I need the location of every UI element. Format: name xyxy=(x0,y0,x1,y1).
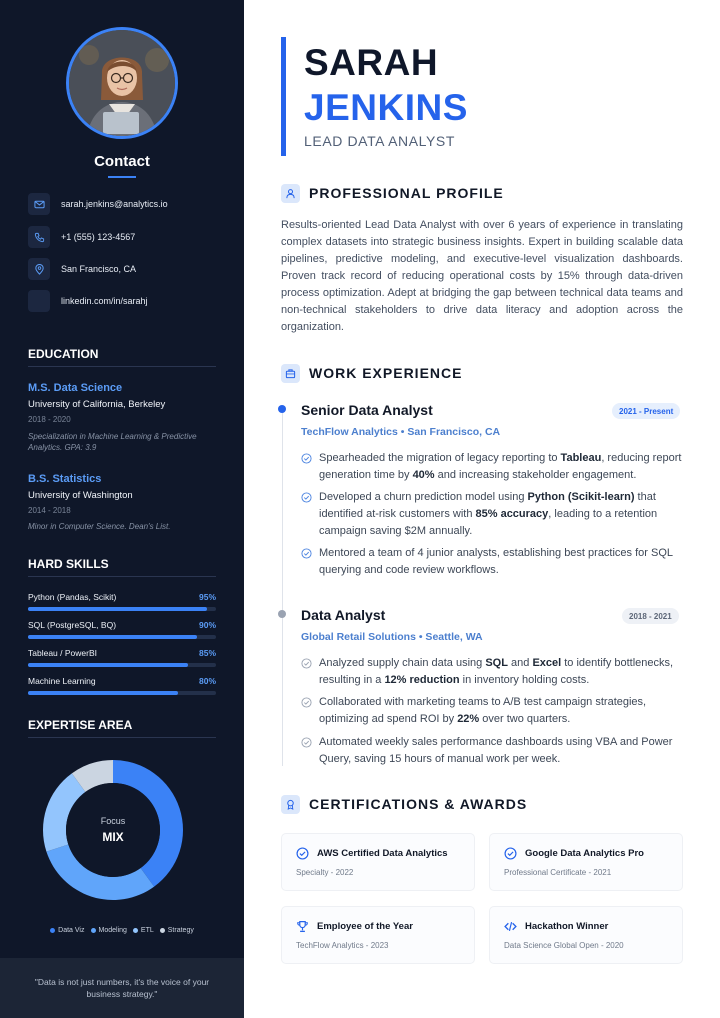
skill-bar-fill xyxy=(28,635,197,639)
certifications-heading: CERTIFICATIONS & AWARDS xyxy=(309,796,528,812)
bullet-text xyxy=(319,450,686,484)
bullet-fragment: Mentored a team of 4 junior analysts, establishing best practices for SQL querying and code review workflows. xyxy=(319,547,673,576)
education-note: Specialization in Machine Learning & Predictive Analytics. GPA: 3.9 xyxy=(28,432,197,452)
legend-item xyxy=(133,927,154,934)
skill-percent: 95% xyxy=(198,592,216,602)
profile-photo xyxy=(69,30,175,136)
expertise-heading: EXPERTISE AREA xyxy=(28,718,133,732)
bullet-emphasis: Tableau xyxy=(560,452,602,464)
contact-location-text: San Francisco, CA xyxy=(61,264,137,274)
legend-label: Strategy xyxy=(167,927,194,934)
job-bullet xyxy=(301,655,686,689)
job-company: Global Retail Solutions • Seattle, WA xyxy=(301,631,483,643)
cert-subtitle: Data Science Global Open - 2020 xyxy=(504,941,624,950)
education-years: 2018 - 2020 xyxy=(28,415,71,424)
skill-item xyxy=(28,648,216,667)
job-bullet xyxy=(301,694,686,728)
legend-dot xyxy=(50,928,55,933)
legend-item xyxy=(91,927,127,934)
check-circle-icon xyxy=(301,453,312,464)
phone-icon xyxy=(28,226,50,248)
skill-bar xyxy=(28,607,216,611)
skill-percent: 80% xyxy=(198,676,216,686)
bullet-text xyxy=(319,734,686,768)
legend-item xyxy=(50,927,84,934)
award-icon xyxy=(281,795,300,814)
bullet-text xyxy=(319,545,686,579)
check-circle-icon xyxy=(296,847,309,860)
skill-percent: 90% xyxy=(198,620,216,630)
cert-title: AWS Certified Data Analytics xyxy=(317,848,448,859)
skill-bar xyxy=(28,691,216,695)
donut-center-label: Focus xyxy=(100,816,126,826)
bullet-fragment: Collaborated with marketing teams to A/B test campaign strategies, optimizing ad spend ROI by xyxy=(319,696,647,725)
contact-linkedin-text: linkedin.com/in/sarahj xyxy=(61,296,148,306)
divider xyxy=(28,576,216,577)
contact-linkedin[interactable] xyxy=(28,290,148,312)
bullet-emphasis: 22% xyxy=(457,713,480,725)
skill-item xyxy=(28,676,216,695)
legend-dot xyxy=(133,928,138,933)
check-circle-icon xyxy=(301,548,312,559)
job-bullet xyxy=(301,450,686,484)
check-circle-icon xyxy=(301,697,312,708)
legend-dot xyxy=(91,928,96,933)
cert-title: Hackathon Winner xyxy=(525,921,609,932)
bullet-fragment: Spearheaded the migration of legacy reporting to xyxy=(319,452,561,464)
check-circle-icon xyxy=(504,847,517,860)
bullet-emphasis: 85% accuracy xyxy=(475,508,549,520)
contact-email[interactable] xyxy=(28,193,168,215)
linkedin-icon xyxy=(28,290,50,312)
bullet-fragment: , reducing report generation time by xyxy=(319,452,682,481)
legend-label: ETL xyxy=(140,927,154,934)
education-school: University of California, Berkeley xyxy=(28,399,166,410)
bullet-emphasis: 12% reduction xyxy=(384,674,460,686)
cert-subtitle: Professional Certificate - 2021 xyxy=(504,868,612,877)
skill-percent: 85% xyxy=(198,648,216,658)
timeline-line xyxy=(282,412,283,766)
education-school: University of Washington xyxy=(28,490,133,501)
bullet-fragment: and increasing stakeholder engagement. xyxy=(434,469,637,481)
skill-name: Machine Learning xyxy=(28,676,96,686)
cert-subtitle: Specialty - 2022 xyxy=(296,868,354,877)
expertise-donut xyxy=(30,747,196,913)
timeline-dot xyxy=(278,610,286,618)
contact-heading: Contact xyxy=(94,153,150,170)
bullet-fragment: and xyxy=(507,657,533,669)
contact-underline xyxy=(108,176,136,178)
bullet-fragment: in inventory holding costs. xyxy=(459,674,590,686)
first-name: SARAH xyxy=(304,42,439,83)
bullet-emphasis: 40% xyxy=(412,469,435,481)
bullet-fragment: to identify bottlenecks, resulting in a xyxy=(319,657,674,686)
check-circle-icon xyxy=(301,658,312,669)
skill-name: Python (Pandas, Scikit) xyxy=(28,592,117,602)
cert-title: Google Data Analytics Pro xyxy=(525,848,644,859)
bullet-fragment: , leading to a retention campaign saving $2M annually. xyxy=(319,508,658,537)
skill-bar xyxy=(28,663,216,667)
briefcase-icon xyxy=(281,364,300,383)
skill-bar-fill xyxy=(28,607,207,611)
job-dates-badge: 2018 - 2021 xyxy=(622,608,679,624)
contact-phone-text: +1 (555) 123-4567 xyxy=(61,232,136,242)
profile-heading: PROFESSIONAL PROFILE xyxy=(309,185,504,201)
job-title: Senior Data Analyst xyxy=(301,402,433,418)
quote-text: "Data is not just numbers, it's the voice of your business strategy." xyxy=(34,977,210,999)
skill-bar-fill xyxy=(28,663,188,667)
cert-card xyxy=(281,833,475,891)
bullet-fragment: Automated weekly sales performance dashboards using VBA and Power Query, saving 15 hours of manual work per week. xyxy=(319,736,673,765)
skill-name: SQL (PostgreSQL, BQ) xyxy=(28,620,117,630)
mail-icon xyxy=(28,193,50,215)
education-degree: M.S. Data Science xyxy=(28,382,123,394)
donut-legend xyxy=(0,927,244,934)
sidebar xyxy=(0,0,244,1018)
timeline-dot xyxy=(278,405,286,413)
profile-text: Results-oriented Lead Data Analyst with over 6 years of experience in translating complex datasets into strategic business insights. Expert in building scalable data pipelines, predictive modeling, and executive-level visualization dashboards. Proven track record of reducing operational costs by 15% through data-driven process optimization. Adept at bridging the gap between technical data teams and non-technical stakeholders to drive data literacy and adoption across the organization. xyxy=(281,219,683,333)
education-degree: B.S. Statistics xyxy=(28,473,102,485)
divider xyxy=(28,737,216,738)
check-circle-icon xyxy=(301,492,312,503)
skill-bar-fill xyxy=(28,691,178,695)
contact-phone[interactable] xyxy=(28,226,135,248)
code-icon xyxy=(504,920,517,933)
cert-card xyxy=(489,906,683,964)
bullet-text xyxy=(319,694,686,728)
cert-card xyxy=(489,833,683,891)
bullet-text xyxy=(319,489,686,540)
trophy-icon xyxy=(296,920,309,933)
check-circle-icon xyxy=(301,737,312,748)
donut-center-value: MIX xyxy=(102,830,124,844)
job-company: TechFlow Analytics • San Francisco, CA xyxy=(301,426,501,438)
job-title: Data Analyst xyxy=(301,607,386,623)
divider xyxy=(28,366,216,367)
skill-item xyxy=(28,620,216,639)
job-bullet xyxy=(301,734,686,768)
bullet-fragment: that identified at-risk customers with xyxy=(319,491,656,520)
legend-label: Data Viz xyxy=(58,927,85,934)
skills-heading: HARD SKILLS xyxy=(28,557,109,571)
cert-title: Employee of the Year xyxy=(317,921,413,932)
skill-item xyxy=(28,592,216,611)
bullet-emphasis: Excel xyxy=(532,657,562,669)
job-dates-badge: 2021 - Present xyxy=(612,403,680,419)
skill-name: Tableau / PowerBI xyxy=(28,648,97,658)
bullet-fragment: Analyzed supply chain data using xyxy=(319,657,486,669)
job-bullet xyxy=(301,545,686,579)
bullet-emphasis: Python (Scikit-learn) xyxy=(527,491,635,503)
bullet-fragment: Developed a churn prediction model using xyxy=(319,491,528,503)
legend-dot xyxy=(160,928,165,933)
name-accent-bar xyxy=(281,37,286,156)
cert-subtitle: TechFlow Analytics - 2023 xyxy=(296,941,389,950)
location-icon xyxy=(28,258,50,280)
experience-heading: WORK EXPERIENCE xyxy=(309,365,463,381)
legend-label: Modeling xyxy=(98,927,127,934)
bullet-text xyxy=(319,655,686,689)
bullet-emphasis: SQL xyxy=(485,657,508,669)
bullet-fragment: over two quarters. xyxy=(479,713,571,725)
job-bullet xyxy=(301,489,686,540)
education-note: Minor in Computer Science. Dean's List. xyxy=(28,522,171,531)
avatar xyxy=(66,27,178,139)
education-heading: EDUCATION xyxy=(28,347,99,361)
legend-item xyxy=(160,927,194,934)
cert-card xyxy=(281,906,475,964)
quote-box xyxy=(0,958,244,1018)
skill-bar xyxy=(28,635,216,639)
last-name: JENKINS xyxy=(304,87,468,128)
job-role: LEAD DATA ANALYST xyxy=(304,133,456,149)
education-years: 2014 - 2018 xyxy=(28,506,71,515)
user-icon xyxy=(281,184,300,203)
contact-email-text: sarah.jenkins@analytics.io xyxy=(61,199,168,209)
contact-location xyxy=(28,258,136,280)
